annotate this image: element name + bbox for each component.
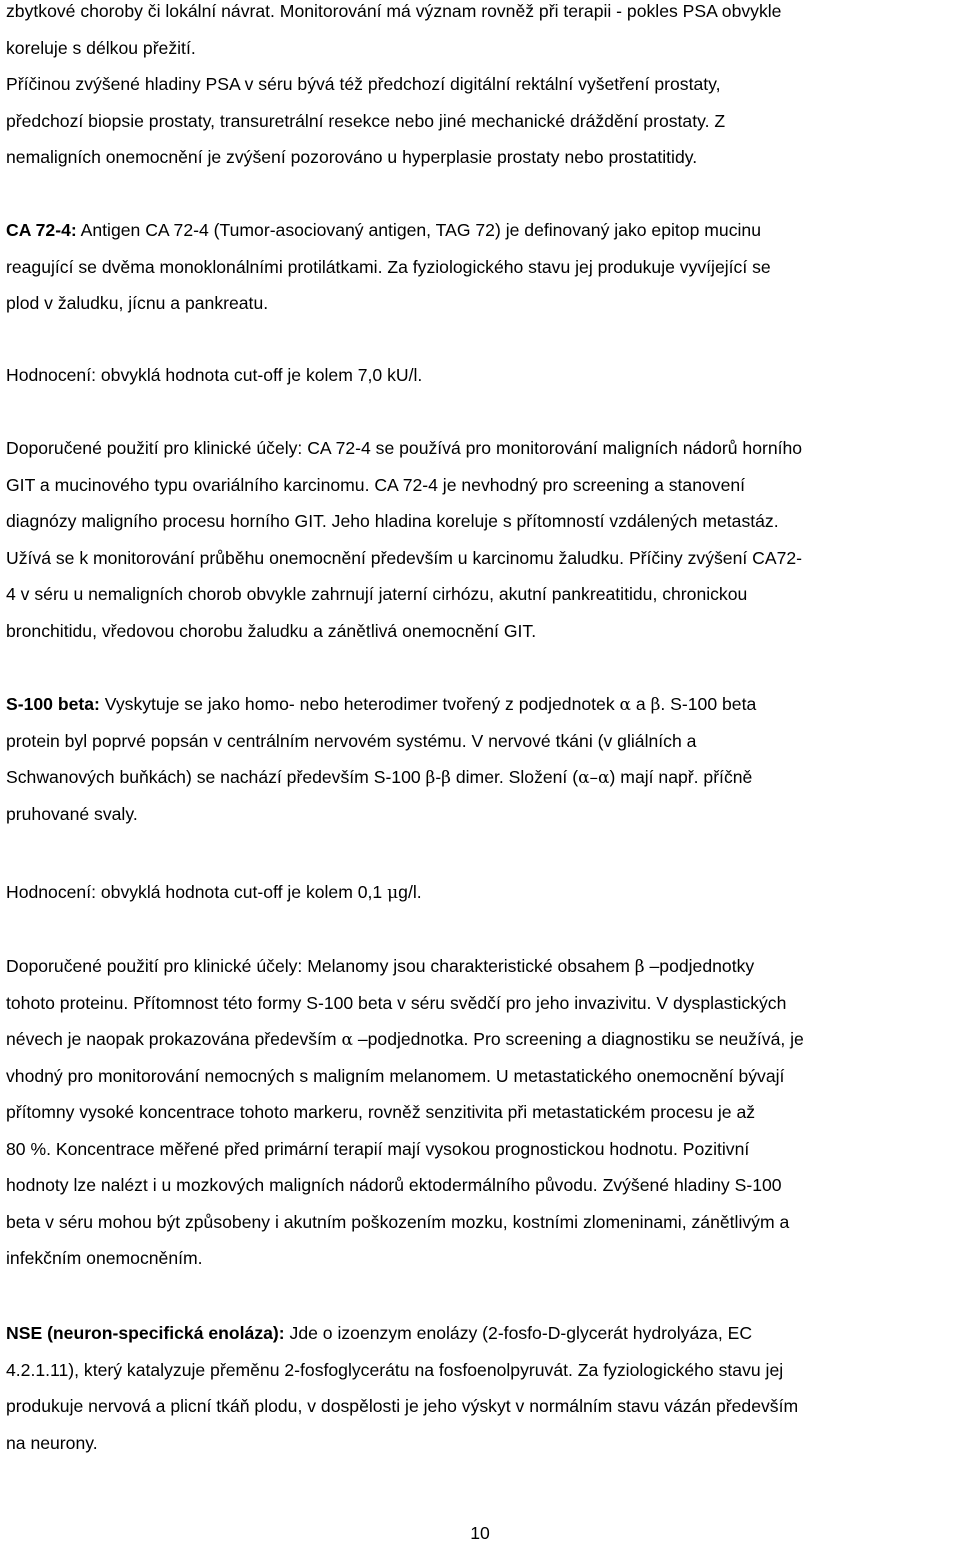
text-run: Antigen CA 72-4 (Tumor-asociovaný antigen, TAG 72) je definovaný jako epitop mucinu (76, 220, 761, 240)
text-run: Vyskytuje se jako homo- nebo heterodimer tvořený z podjednotek (99, 694, 620, 714)
text-run: Jde o izoenzym enolázy (2-fosfo-D-glycerát hydrolyáza, EC (284, 1323, 753, 1343)
text-run: . S-100 beta (660, 694, 757, 714)
text-line: na neurony. (6, 1432, 98, 1453)
text-run: Schwanových buňkách) se nachází především S-100 (6, 767, 426, 787)
page-number: 10 (470, 1523, 490, 1543)
ca724-heading: CA 72-4: (6, 220, 77, 240)
text-line: GIT a mucinového typu ovariálního karcinomu. CA 72-4 je nevhodný pro screening a stanovení (6, 474, 746, 495)
beta-symbol: β (634, 957, 645, 977)
text-line: Příčinou zvýšené hladiny PSA v séru bývá též předchozí digitální rektální vyšetření prostaty, (6, 74, 721, 94)
ca724-intro-paragraph (6, 212, 954, 322)
ca724-usage-paragraph (6, 430, 954, 649)
beta-beta-symbol: β-β (425, 768, 451, 788)
nse-paragraph (6, 1315, 954, 1461)
text-line: koreluje s délkou přežití. (6, 37, 196, 58)
beta-symbol: β (650, 695, 661, 715)
text-line: plod v žaludku, jícnu a pankreatu. (6, 293, 269, 313)
text-run: a (631, 694, 651, 714)
text-line: 80 %. Koncentrace měřené před primární terapií mají vysokou prognostickou hodnotu. Pozitivní (6, 1138, 750, 1159)
nse-heading: NSE (neuron-specifická enoláza): (6, 1323, 285, 1343)
text-line (6, 1021, 954, 1058)
text-line: Hodnocení: obvyklá hodnota cut-off je kolem 7,0 kU/l. (6, 365, 423, 385)
text-line (6, 1315, 954, 1352)
text-line: hodnoty lze nalézt i u mozkových maligních nádorů ektodermálního původu. Zvýšené hladiny S-100 (6, 1175, 782, 1195)
text-line: produkuje nervová a plicní tkáň plodu, v dospělosti je jeho výskyt v normálním stavu vázán především (6, 1396, 799, 1416)
text-line: tohoto proteinu. Přítomnost této formy S-100 beta v séru svědčí pro jeho invazivitu. V dysplastických (6, 992, 787, 1013)
text-line (6, 874, 954, 911)
text-run: –podjednotky (644, 956, 755, 976)
text-line (6, 759, 954, 796)
text-line (6, 948, 954, 985)
text-run: –podjednotka. Pro screening a diagnostiku se neužívá, je (352, 1029, 804, 1049)
s100-cutoff (6, 874, 954, 911)
text-line: nemaligních onemocnění je zvýšení pozorováno u hyperplasie prostaty nebo prostatitidy. (6, 147, 698, 167)
text-line: Doporučené použití pro klinické účely: CA 72-4 se používá pro monitorování maligních nádorů horního (6, 438, 803, 458)
mu-symbol: μ (387, 883, 399, 903)
s100-intro-paragraph (6, 686, 954, 832)
text-line: 4.2.1.11), který katalyzuje přeměnu 2-fosfoglycerátu na fosfoenolpyruvát. Za fyziologického stavu jej (6, 1359, 784, 1380)
text-run: Hodnocení: obvyklá hodnota cut-off je kolem 0,1 (6, 882, 388, 902)
text-line: vhodný pro monitorování nemocných s maligním melanomem. U metastatického onemocnění bývají (6, 1065, 785, 1086)
s100-heading: S-100 beta: (6, 694, 100, 714)
text-line: infekčním onemocněním. (6, 1248, 203, 1268)
text-line: beta v séru mohou být způsobeny i akutním poškozením mozku, kostními zlomeninami, zánětlivým a (6, 1211, 790, 1232)
psa-paragraph (6, 0, 954, 176)
text-line (6, 212, 954, 249)
text-line: 4 v séru u nemaligních chorob obvykle zahrnují jaterní cirhózu, akutní pankreatitidu, chronickou (6, 584, 748, 604)
text-line: pruhované svaly. (6, 803, 138, 824)
text-line: přítomny vysoké koncentrace tohoto markeru, rovněž senzitivita při metastatickém procesu je až (6, 1102, 756, 1122)
ca724-cutoff (6, 357, 954, 394)
text-line: předchozí biopsie prostaty, transuretrální resekce nebo jiné mechanické dráždění prostaty. Z (6, 110, 726, 131)
text-line (6, 686, 954, 723)
text-run: névech je naopak prokazována především (6, 1029, 342, 1049)
text-run: ) mají např. příčně (609, 767, 753, 787)
text-line: bronchitidu, vředovou chorobu žaludku a zánětlivá onemocnění GIT. (6, 620, 537, 641)
text-line: Užívá se k monitorování průběhu onemocnění především u karcinomu žaludku. Příčiny zvýšení CA72- (6, 547, 803, 568)
alpha-alpha-symbol: α–α (578, 768, 610, 788)
s100-usage-paragraph (6, 948, 954, 1277)
text-run: g/l. (398, 882, 422, 902)
text-line: zbytkové choroby či lokální návrat. Monitorování má význam rovněž při terapii - pokles PSA obvykle (6, 1, 782, 21)
alpha-symbol: α (619, 695, 631, 715)
text-run: dimer. Složení ( (450, 767, 579, 787)
text-run: Doporučené použití pro klinické účely: Melanomy jsou charakteristické obsahem (6, 956, 635, 976)
text-line: diagnózy maligního procesu horního GIT. Jeho hladina koreluje s přítomností vzdálených metastáz. (6, 511, 779, 531)
text-line: reagující se dvěma monoklonálními protilátkami. Za fyziologického stavu jej produkuje vyvíjející se (6, 256, 771, 277)
text-line: protein byl poprvé popsán v centrálním nervovém systému. V nervové tkáni (v gliálních a (6, 730, 697, 751)
alpha-symbol: α (341, 1030, 353, 1050)
